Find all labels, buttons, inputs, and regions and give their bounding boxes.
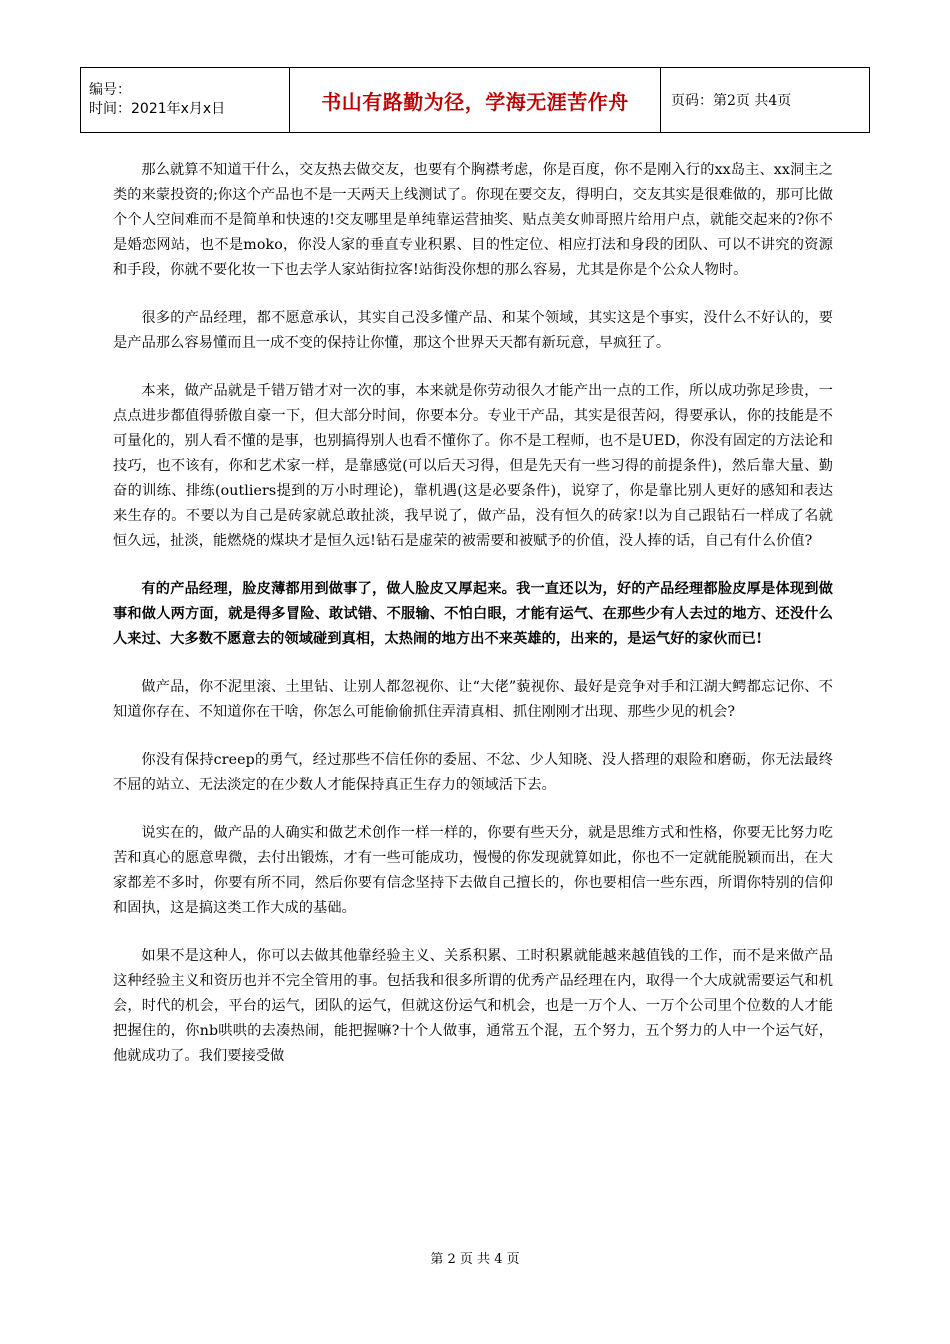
paragraph-3: 本来，做产品就是千错万错才对一次的事，本来就是你劳动很久才能产出一点的工作，所以成功弥足珍贵，一点点进步都值得骄傲自豪一下，但大部分时间，你要本分。专业干产品，其实是很苦闷，得要承认，你的技能是不可量化的，别人看不懂的是事，也别搞得别人也看不懂你了。你不是工程师，也不是UED，你没有固定的方法论和技巧，也不该有，你和艺术家一样，是靠感觉(可以后天习得，但是先天有一些习得的前提条件)，然后靠大量、勤奋的训练、排练(outliers提到的万小时理论)，靠机遇(这是必要条件)，说穿了，你是靠比别人更好的感知和表达来生存的。不要以为自己是砖家就总敢扯淡，我早说了，做产品，没有恒久的砖家!以为自己跟钻石一样成了名就恒久远，扯淡，能燃烧的煤块才是恒久远!钻石是虚荣的被需要和被赋予的价值，没人捧的话，自己有什么价值? xyxy=(113,383,833,549)
paragraph-8: 如果不是这种人，你可以去做其他靠经验主义、关系积累、工时积累就能越来越值钱的工作，而不是来做产品这种经验主义和资历也并不完全管用的事。包括我和很多所谓的优秀产品经理在内，取得一个大成就需要运气和机会，时代的机会，平台的运气，团队的运气，但就这份运气和机会，也是一万个人、一万个公司里个位数的人才能把握住的，你nb哄哄的去凑热闹，能把握嘛?十个人做事，通常五个混，五个努力，五个努力的人中一个运气好，他就成功了。我们要接受做 xyxy=(113,948,833,1064)
header-motto: 书山有路勤为径，学海无涯苦作舟 xyxy=(290,68,661,133)
document-number-label: 编号： xyxy=(89,82,131,98)
document-body xyxy=(113,158,833,1092)
header-meta-cell xyxy=(81,68,290,133)
document-time-label: 时间：2021年x月x日 xyxy=(89,101,226,117)
paragraph-5: 做产品，你不泥里滚、土里钻、让别人都忽视你、让“大佬”藐视你、最好是竞争对手和江湖大鳄都忘记你、不知道你存在、不知道你在干啥，你怎么可能偷偷抓住弄清真相、抓住刚刚才出现、那些少见的机会? xyxy=(113,679,833,720)
paragraph-7: 说实在的，做产品的人确实和做艺术创作一样一样的，你要有些天分，就是思维方式和性格，你要无比努力吃苦和真心的愿意卑微，去付出锻炼，才有一些可能成功，慢慢的你发现就算如此，你也不一定就能脱颖而出，在大家都差不多时，你要有所不同，然后你要有信念坚持下去做自己擅长的，你也要相信一些东西，所谓你特别的信仰和固执，这是搞这类工作大成的基础。 xyxy=(113,825,833,916)
paragraph-2: 很多的产品经理，都不愿意承认，其实自己没多懂产品、和某个领域，其实这是个事实，没什么不好认的，要是产品那么容易懂而且一成不变的保持让你懂，那这个世界天天都有新玩意，早疯狂了。 xyxy=(113,310,833,351)
page-header xyxy=(80,67,870,133)
header-page-info: 页码：第2页 共4页 xyxy=(661,68,870,133)
paragraph-4-bold: 有的产品经理，脸皮薄都用到做事了，做人脸皮又厚起来。我一直还以为，好的产品经理都脸皮厚是体现到做事和做人两方面，就是得多冒险、敢试错、不服输、不怕白眼，才能有运气、在那些少有人去过的地方、还没什么人来过、大多数不愿意去的领域碰到真相，太热闹的地方出不来英雄的，出来的，是运气好的家伙而已! xyxy=(113,581,833,647)
page-footer: 第 2 页 共 4 页 xyxy=(430,1252,520,1267)
paragraph-6: 你没有保持creep的勇气，经过那些不信任你的委屈、不忿、少人知晓、没人搭理的艰险和磨砺，你无法最终不屈的站立、无法淡定的在少数人才能保持真正生存力的领域活下去。 xyxy=(113,752,833,793)
paragraph-1: 那么就算不知道干什么，交友热去做交友，也要有个胸襟考虑，你是百度，你不是刚入行的xx岛主、xx洞主之类的来蒙投资的;你这个产品也不是一天两天上线测试了。你现在要交友，得明白，交友其实是很难做的，那可比做个个人空间难而不是简单和快速的!交友哪里是单纯靠运营抽奖、贴点美女帅哥照片给用户点，就能交起来的?你不是婚恋网站，也不是moko，你没人家的垂直专业积累、目的性定位、相应打法和身段的团队、可以不讲究的资源和手段，你就不要化妆一下也去学人家站街拉客!站街没你想的那么容易，尤其是你是个公众人物时。 xyxy=(113,162,833,278)
